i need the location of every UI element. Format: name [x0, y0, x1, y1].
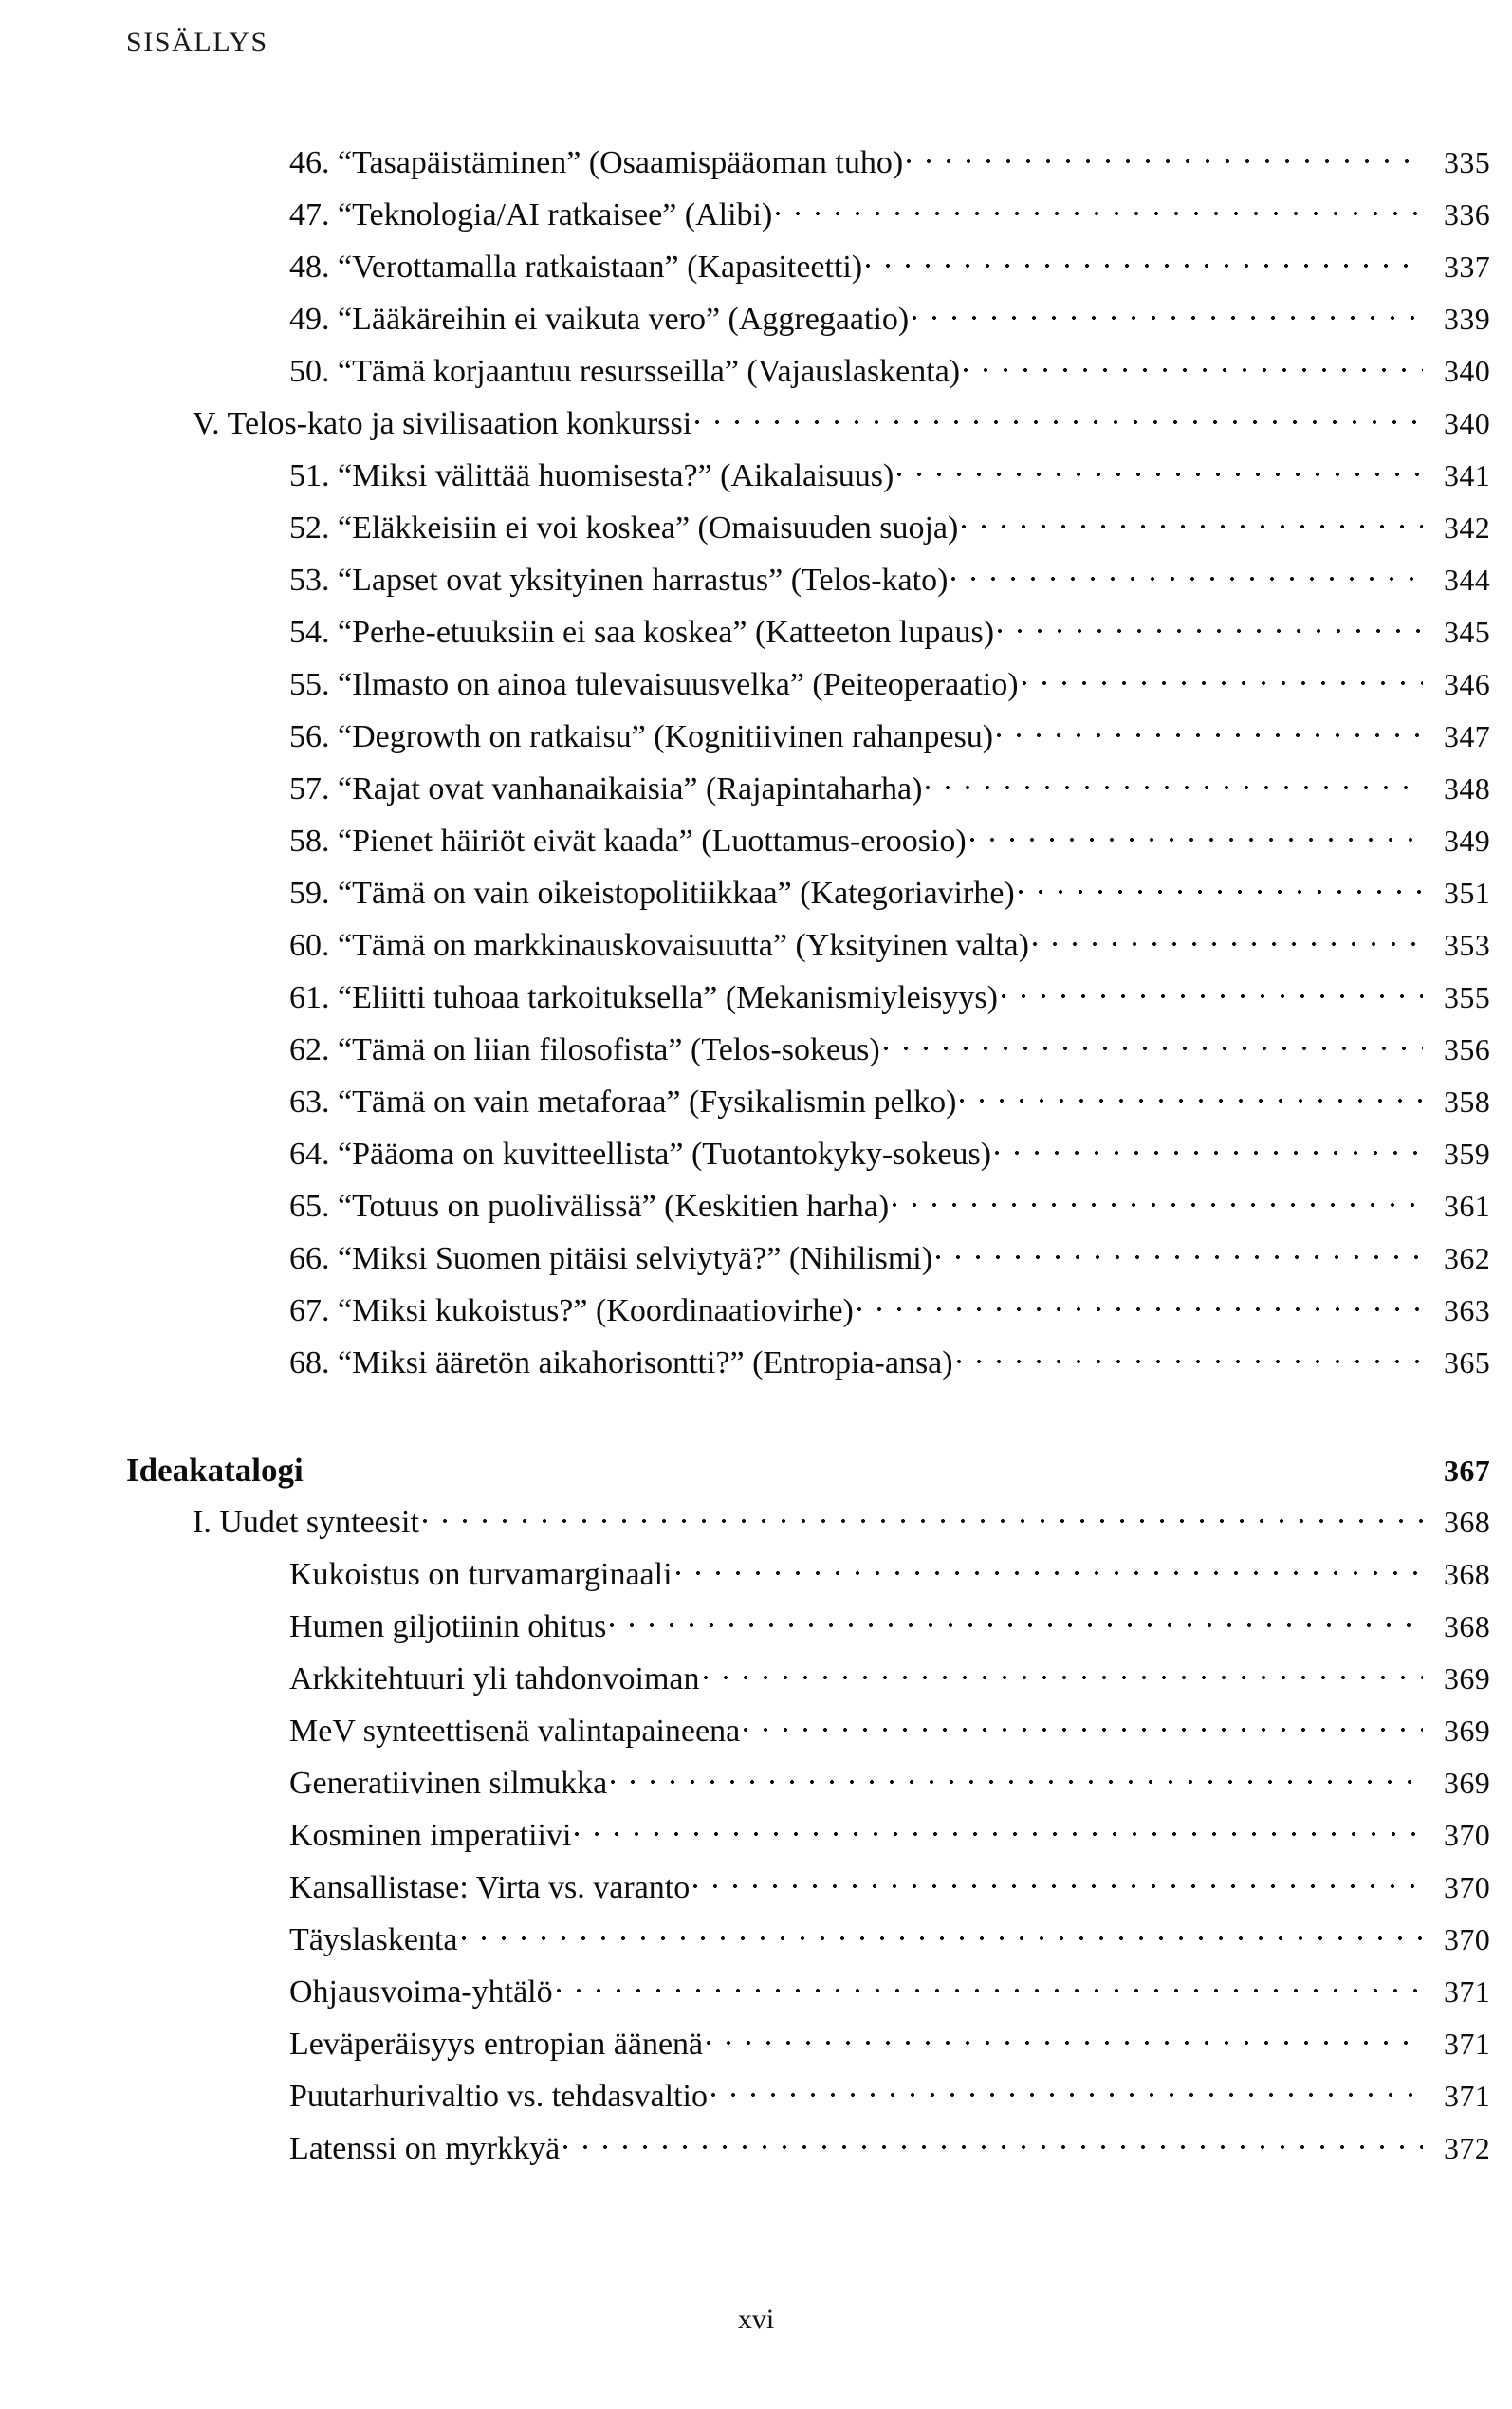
toc-page-number: 368 — [1444, 1609, 1491, 1643]
toc-entry-label: Generatiivinen silmukka — [289, 1766, 608, 1801]
running-head: SISÄLLYS — [126, 27, 268, 58]
toc-page-number: 351 — [1444, 876, 1491, 910]
toc-entry-row[interactable] — [0, 871, 1512, 923]
table-of-contents — [0, 140, 1512, 2178]
dot-leader — [695, 401, 1423, 434]
toc-section-row[interactable] — [0, 401, 1512, 454]
toc-page-number: 335 — [1444, 145, 1491, 179]
toc-entry-row[interactable] — [0, 1604, 1512, 1657]
toc-entry-label: Kukoistus on turvamarginaali — [289, 1557, 673, 1592]
toc-entry-row[interactable] — [0, 1132, 1512, 1184]
toc-entry-row[interactable] — [0, 2126, 1512, 2178]
dot-leader — [776, 193, 1423, 225]
toc-page-number: 349 — [1444, 824, 1491, 858]
toc-entry-label: 62. “Tämä on liian filosofista” (Telos-sokeus) — [289, 1032, 880, 1067]
toc-entry-label: Puutarhurivaltio vs. tehdasvaltio — [289, 2079, 708, 2114]
toc-entry-row[interactable] — [0, 1080, 1512, 1132]
toc-entry-row[interactable] — [0, 297, 1512, 349]
toc-entry-row[interactable] — [0, 506, 1512, 558]
toc-entry-row[interactable] — [0, 1657, 1512, 1709]
toc-entry-row[interactable] — [0, 1552, 1512, 1604]
dot-leader — [893, 1184, 1423, 1216]
toc-part-row[interactable] — [0, 1448, 1512, 1500]
page-folio: xvi — [737, 2304, 775, 2335]
dot-leader — [693, 1865, 1423, 1898]
toc-entry-label: 49. “Lääkäreihin ei vaikuta vero” (Aggregaatio) — [289, 302, 910, 337]
toc-page-number: 336 — [1444, 197, 1491, 232]
toc-entry-label: Leväperäisyys entropian äänenä — [289, 2027, 704, 2062]
dot-leader — [907, 140, 1423, 173]
toc-page-number: 370 — [1444, 1922, 1491, 1956]
dot-leader — [857, 1288, 1423, 1321]
toc-entry-label: 55. “Ilmasto on ainoa tulevaisuusvelka” (Peiteoperaatio) — [289, 667, 1019, 702]
dot-leader — [936, 1236, 1423, 1269]
dot-leader — [897, 454, 1423, 486]
dot-leader — [1002, 975, 1423, 1008]
toc-page-number: 363 — [1444, 1293, 1491, 1327]
toc-entry-label: Latenssi on myrkkyä — [289, 2131, 561, 2166]
toc-page-number: 340 — [1444, 406, 1491, 440]
toc-entry-label: Täyslaskenta — [289, 1922, 458, 1957]
toc-page-number: 369 — [1444, 1661, 1491, 1696]
toc-page-number: 358 — [1444, 1084, 1491, 1119]
toc-entry-row[interactable] — [0, 1236, 1512, 1288]
dot-leader — [563, 2126, 1423, 2159]
toc-page-number: 344 — [1444, 563, 1491, 597]
toc-entry-label: Kosminen imperatiivi — [289, 1818, 572, 1853]
toc-entry-row[interactable] — [0, 1288, 1512, 1341]
dot-leader — [711, 2074, 1423, 2106]
toc-entry-label: Arkkitehtuuri yli tahdonvoiman — [289, 1661, 700, 1696]
toc-page-number: 340 — [1444, 354, 1491, 388]
dot-leader — [462, 1918, 1424, 1950]
toc-entry-label: 58. “Pienet häiriöt eivät kaada” (Luottamus-eroosio) — [289, 824, 967, 859]
toc-entry-label: 57. “Rajat ovat vanhanaikaisia” (Rajapintaharha) — [289, 771, 923, 806]
toc-page-number: 342 — [1444, 510, 1491, 545]
dot-leader — [964, 349, 1423, 381]
toc-page-number: 356 — [1444, 1032, 1491, 1066]
toc-entry-row[interactable] — [0, 1865, 1512, 1918]
toc-entry-label: 67. “Miksi kukoistus?” (Koordinaatiovirhe) — [289, 1293, 854, 1328]
dot-leader — [307, 1448, 1423, 1481]
dot-leader — [707, 2022, 1423, 2054]
toc-entry-row[interactable] — [0, 2074, 1512, 2126]
toc-entry-label: 63. “Tämä on vain metaforaa” (Fysikalismin pelko) — [289, 1084, 957, 1120]
toc-entry-label: 47. “Teknologia/AI ratkaisee” (Alibi) — [289, 197, 773, 232]
dot-leader — [995, 1132, 1423, 1164]
toc-page-number: 370 — [1444, 1870, 1491, 1904]
dot-leader — [997, 714, 1423, 747]
toc-page-number: 359 — [1444, 1137, 1491, 1171]
toc-entry-row[interactable] — [0, 923, 1512, 975]
toc-page-number: 371 — [1444, 2079, 1491, 2113]
toc-page-number: 367 — [1444, 1454, 1491, 1488]
toc-page-number: 337 — [1444, 250, 1491, 284]
toc-entry-row[interactable] — [0, 1341, 1512, 1393]
toc-entry-label: 56. “Degrowth on ratkaisu” (Kognitiivinen rahanpesu) — [289, 719, 994, 754]
dot-leader — [676, 1552, 1423, 1584]
toc-entry-label: 61. “Eliitti tuhoaa tarkoituksella” (Mekanismiyleisyys) — [289, 980, 998, 1015]
toc-page-number: 341 — [1444, 458, 1491, 492]
toc-entry-label: 50. “Tämä korjaantuu resursseilla” (Vajauslaskenta) — [289, 354, 961, 389]
dot-leader — [575, 1813, 1423, 1845]
toc-entry-label: 53. “Lapset ovat yksityinen harrastus” (Telos-kato) — [289, 563, 949, 598]
toc-page-number: 369 — [1444, 1714, 1491, 1748]
dot-leader — [998, 610, 1423, 642]
dot-leader — [951, 558, 1423, 590]
toc-entry-row[interactable] — [0, 662, 1512, 714]
toc-entry-row[interactable] — [0, 1970, 1512, 2022]
toc-entry-label: 48. “Verottamalla ratkaistaan” (Kapasiteetti) — [289, 250, 863, 285]
toc-entry-row[interactable] — [0, 1813, 1512, 1865]
toc-entry-label: 64. “Pääoma on kuvitteellista” (Tuotantokyky-sokeus) — [289, 1137, 992, 1172]
toc-entry-label: 59. “Tämä on vain oikeistopolitiikkaa” (Kategoriavirhe) — [289, 876, 1015, 911]
toc-entry-label: 65. “Totuus on puolivälissä” (Keskitien harha) — [289, 1189, 890, 1224]
toc-page-number: 346 — [1444, 667, 1491, 701]
dot-leader — [960, 1080, 1423, 1112]
dot-leader — [926, 767, 1423, 799]
toc-entry-row[interactable] — [0, 714, 1512, 767]
toc-entry-row[interactable] — [0, 140, 1512, 193]
toc-entry-label: 51. “Miksi välittää huomisesta?” (Aikalaisuus) — [289, 458, 894, 493]
toc-page-number: 372 — [1444, 2131, 1491, 2165]
dot-leader — [704, 1657, 1424, 1689]
dot-leader — [913, 297, 1423, 329]
dot-leader — [1019, 871, 1423, 903]
dot-leader — [884, 1028, 1423, 1060]
toc-entry-label: I. Uudet synteesit — [193, 1505, 419, 1540]
toc-section-row[interactable] — [0, 1500, 1512, 1552]
toc-entry-row[interactable] — [0, 558, 1512, 610]
toc-entry-row[interactable] — [0, 1709, 1512, 1761]
toc-entry-row[interactable] — [0, 193, 1512, 245]
toc-page-number: 339 — [1444, 302, 1491, 336]
toc-entry-label: Ideakatalogi — [126, 1452, 304, 1489]
toc-entry-label: Kansallistase: Virta vs. varanto — [289, 1870, 691, 1905]
dot-leader — [610, 1604, 1423, 1637]
toc-entry-row[interactable] — [0, 245, 1512, 297]
toc-entry-row[interactable] — [0, 1184, 1512, 1236]
toc-entry-label: V. Telos-kato ja sivilisaation konkurssi — [193, 406, 692, 441]
toc-page-number: 368 — [1444, 1505, 1491, 1539]
dot-leader — [1023, 662, 1423, 695]
dot-leader — [866, 245, 1423, 277]
toc-entry-label: 52. “Eläkkeisiin ei voi koskea” (Omaisuuden suoja) — [289, 510, 959, 546]
toc-page-number: 370 — [1444, 1818, 1491, 1852]
toc-page-number: 365 — [1444, 1345, 1491, 1380]
dot-leader — [611, 1761, 1423, 1793]
toc-page-number: 345 — [1444, 615, 1491, 649]
toc-entry-row[interactable] — [0, 975, 1512, 1028]
toc-entry-row[interactable] — [0, 2022, 1512, 2074]
toc-entry-row[interactable] — [0, 767, 1512, 819]
dot-leader — [744, 1709, 1423, 1741]
toc-entry-row[interactable] — [0, 1761, 1512, 1813]
toc-entry-label: 60. “Tämä on markkinauskovaisuutta” (Yksityinen valta) — [289, 928, 1029, 963]
dot-leader — [970, 819, 1423, 851]
dot-leader — [557, 1970, 1423, 2002]
toc-entry-label: 46. “Tasapäistäminen” (Osaamispääoman tuho) — [289, 145, 904, 180]
dot-leader — [962, 506, 1423, 538]
dot-leader — [423, 1500, 1423, 1532]
toc-entry-label: Humen giljotiinin ohitus — [289, 1609, 607, 1644]
toc-entry-row[interactable] — [0, 819, 1512, 871]
dot-leader — [957, 1341, 1423, 1373]
toc-page-number: 347 — [1444, 719, 1491, 753]
toc-entry-label: 66. “Miksi Suomen pitäisi selviytyä?” (Nihilismi) — [289, 1241, 933, 1276]
toc-page-number: 353 — [1444, 928, 1491, 962]
toc-entry-label: 68. “Miksi ääretön aikahorisontti?” (Entropia-ansa) — [289, 1345, 953, 1381]
toc-page-number: 371 — [1444, 1974, 1491, 2009]
toc-entry-label: MeV synteettisenä valintapaineena — [289, 1714, 741, 1749]
toc-page-number: 361 — [1444, 1189, 1491, 1223]
toc-entry-row[interactable] — [0, 1028, 1512, 1080]
toc-page-number: 348 — [1444, 771, 1491, 806]
toc-entry-label: Ohjausvoima-yhtälö — [289, 1974, 553, 2010]
toc-entry-row[interactable] — [0, 349, 1512, 401]
toc-entry-label: 54. “Perhe-etuuksiin ei saa koskea” (Katteeton lupaus) — [289, 615, 995, 650]
dot-leader — [1033, 923, 1423, 955]
toc-entry-row[interactable] — [0, 1918, 1512, 1970]
toc-page-number: 368 — [1444, 1557, 1491, 1591]
toc-entry-row[interactable] — [0, 454, 1512, 506]
toc-page-number: 371 — [1444, 2027, 1491, 2061]
toc-entry-row[interactable] — [0, 610, 1512, 662]
toc-page-number: 355 — [1444, 980, 1491, 1014]
section-spacer — [0, 1393, 1512, 1448]
toc-page-number: 362 — [1444, 1241, 1491, 1275]
toc-page-number: 369 — [1444, 1766, 1491, 1800]
